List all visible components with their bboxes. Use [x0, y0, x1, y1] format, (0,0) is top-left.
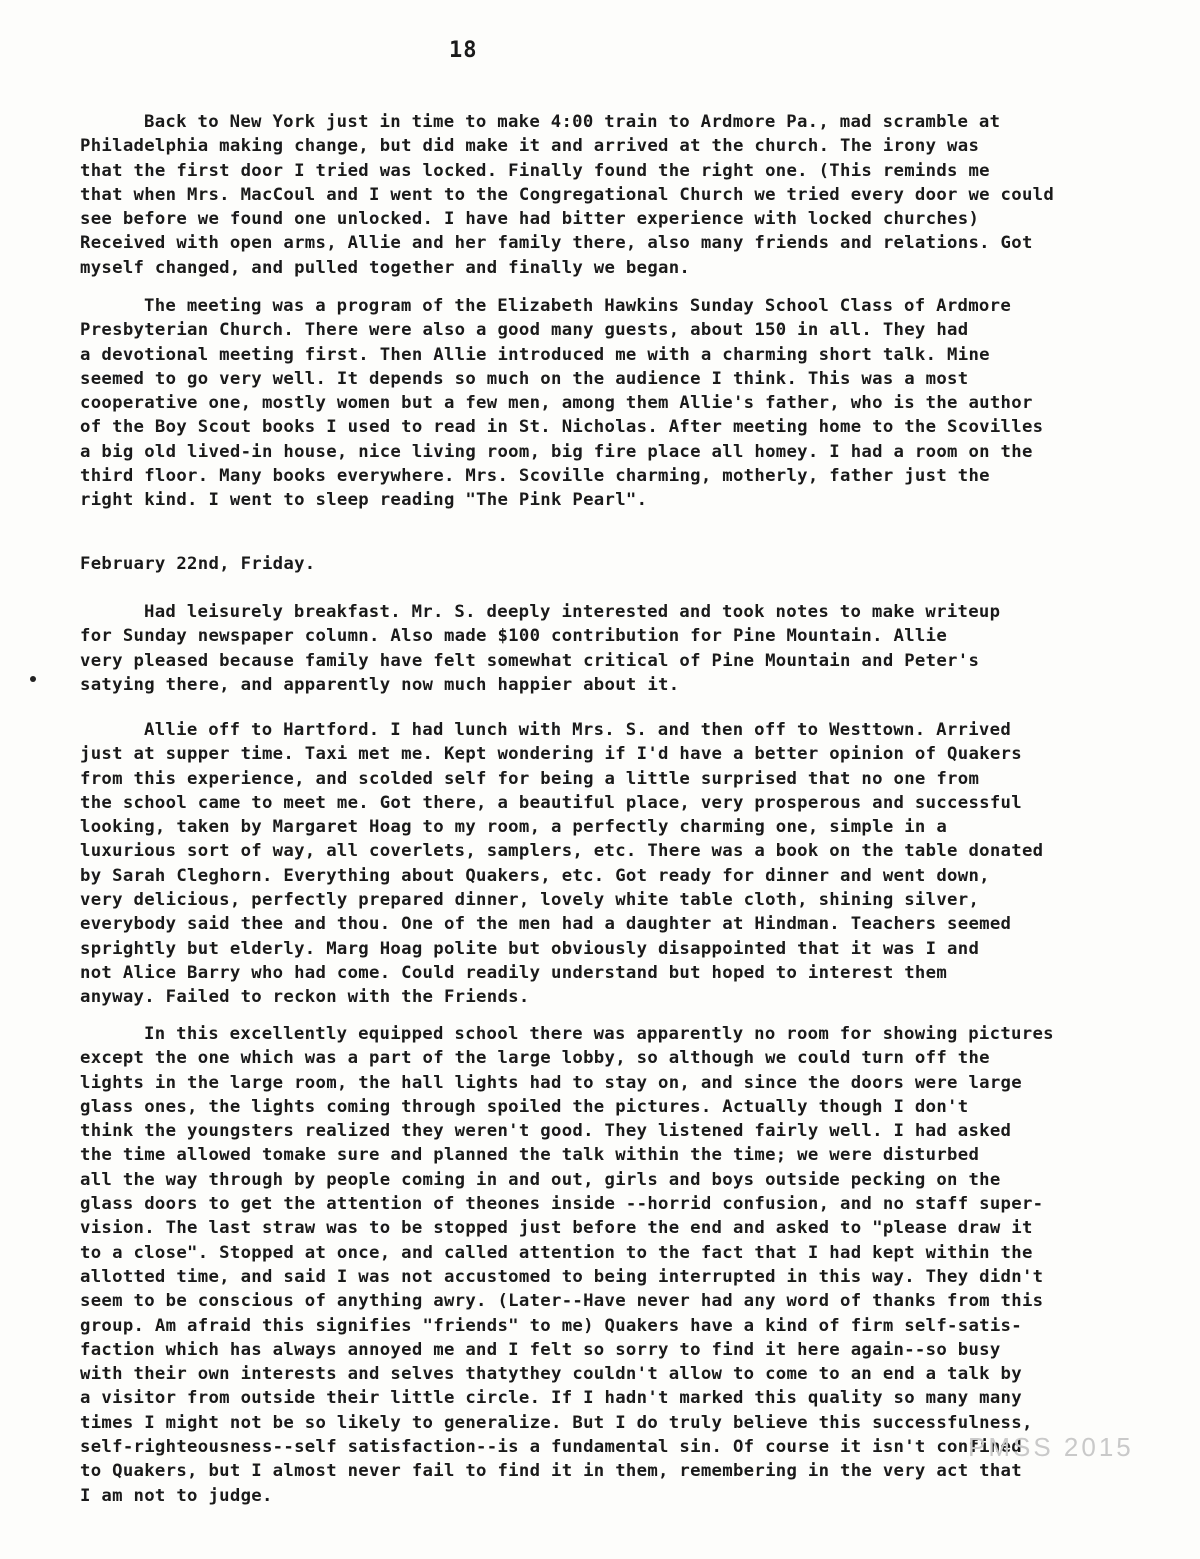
paragraph-breakfast: Had leisurely breakfast. Mr. S. deeply interested and took notes to make writeup for Sunday newspaper column. Also made $100 contribution for Pine Mountain. Allie very pleased because family have felt somewhat critical of Pine Mountain and Peter's satying there, and apparently now much happier about it.	[80, 602, 1001, 695]
page-number: 18	[449, 38, 478, 63]
margin-dot	[30, 676, 36, 682]
paragraph-arrival-ardmore: Back to New York just in time to make 4:00 train to Ardmore Pa., mad scramble at Philadelphia making change, but did make it and arrived at the church. The irony was that the first door I tried was locked. Finally found the right one. (This reminds me that when Mrs. MacCoul and I went to the Congregational Church we tried every door we could see before we found one unlocked. I have had bitter experience with locked churches) Received with open arms, Allie and her family there, also many friends and relations. Got myself changed, and pulled together and finally we began.	[80, 112, 1055, 278]
paragraph-westtown: Allie off to Hartford. I had lunch with Mrs. S. and then off to Westtown. Arrived just at supper time. Taxi met me. Kept wondering if I'd have a better opinion of Quakers from this experience, and scolded self for being a little surprised that no one from the school came to meet me. Got there, a beautiful place, very prosperous and successful looking, taken by Margaret Hoag to my room, a perfectly charming one, simple in a luxurious sort of way, all coverlets, samplers, etc. There was a book on the table donated by Sarah Cleghorn. Everything about Quakers, etc. Got ready for dinner and went down, very delicious, perfectly prepared dinner, lovely white table cloth, shining silver, everybody said thee and thou. One of the men had a daughter at Hindman. Teachers seemed sprightly but elderly. Marg Hoag polite but obviously disappointed that it was I and not Alice Barry who had come. Could readily understand but hoped to interest them anyway. Failed to reckon with the Friends.	[80, 720, 1044, 1008]
watermark: PMSS 2015	[968, 1432, 1134, 1462]
paragraph-school-showing: In this excellently equipped school there was apparently no room for showing pictures except the one which was a part of the large lobby, so although we could turn off the lights in the large room, the hall lights had to stay on, and since the doors were large glass ones, the lights coming through spoiled the pictures. Actually though I don't think the youngsters realized they weren't good. They listened fairly well. I had asked the time allowed tomake sure and planned the talk within the time; we were disturbed all the way through by people coming in and out, girls and boys outside pecking on the glass doors to get the attention of theones inside --horrid confusion, and no staff super- vision. The last straw was to be stopped just before the end and asked to "please draw it to a close". Stopped at once, and called attention to the fact that I had kept within the allotted time, and said I was not accustomed to being interrupted in this way. They didn't seem to be conscious of anything awry. (Later--Have never had any word of thanks from this group. Am afraid this signifies "friends" to me) Quakers have a kind of firm self-satis- faction which has always annoyed me and I felt so sorry to find it here again--so busy with their own interests and selves thatythey couldn't allow to come to an end a talk by a visitor from outside their little circle. If I hadn't marked this quality so many many times I might not be so likely to generalize. But I do truly believe this successfulness, self-righteousness--self satisfaction--is a fundamental sin. Of course it isn't confined to Quakers, but I almost never fail to find it in them, remembering in the very act that I am not to judge.	[80, 1024, 1054, 1506]
paragraph-meeting-program: The meeting was a program of the Elizabeth Hawkins Sunday School Class of Ardmore Presbyterian Church. There were also a good many guests, about 150 in all. They had a devotional meeting first. Then Allie introduced me with a charming short talk. Mine seemed to go very well. It depends so much on the audience I think. This was a most cooperative one, mostly women but a few men, among them Allie's father, who is the author of the Boy Scout books I used to read in St. Nicholas. After meeting home to the Scovilles a big old lived-in house, nice living room, big fire place all homey. I had a room on the third floor. Many books everywhere. Mrs. Scoville charming, motherly, father just the right kind. I went to sleep reading "The Pink Pearl".	[80, 296, 1044, 511]
date-heading: February 22nd, Friday.	[80, 554, 316, 574]
